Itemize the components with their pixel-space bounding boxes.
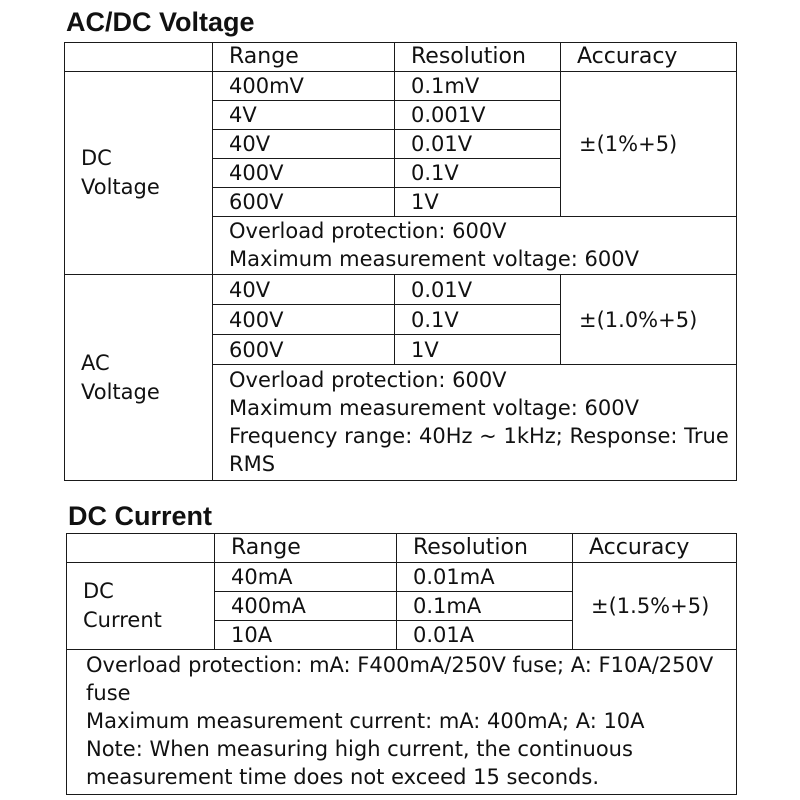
dc-current-accuracy: ±(1.5%+5): [573, 563, 737, 650]
resolution-cell: 1V: [395, 188, 561, 217]
dc-current-label: [67, 563, 215, 650]
current-spec-table: [66, 533, 737, 795]
note-line: Overload protection: 600V: [229, 368, 507, 392]
table-row: [65, 72, 737, 101]
table-row: [65, 275, 737, 305]
dc-voltage-label: [65, 72, 213, 275]
resolution-cell: 0.01mA: [397, 563, 573, 592]
header-blank-cell: [67, 534, 215, 563]
resolution-cell: 0.1V: [395, 305, 561, 335]
header-resolution: Resolution: [395, 43, 561, 72]
voltage-spec-table: [64, 42, 737, 481]
ac-voltage-label-line: AC: [81, 350, 110, 375]
resolution-cell: 1V: [395, 335, 561, 365]
note-row: [67, 650, 737, 795]
dc-current-label-line: DC: [83, 579, 114, 603]
header-accuracy: Accuracy: [573, 534, 737, 563]
note-line: Maximum measurement voltage: 600V: [229, 396, 639, 420]
note-line: Frequency range: 40Hz ~ 1kHz; Response: True RMS: [229, 424, 729, 476]
header-blank-cell: [65, 43, 213, 72]
voltage-section-title: AC/DC Voltage: [66, 7, 255, 37]
ac-voltage-label-line: Voltage: [81, 379, 160, 404]
table-header-row: [67, 534, 737, 563]
dc-voltage-notes: [213, 217, 737, 275]
note-line: Maximum measurement current: mA: 400mA; A: 10A: [86, 709, 645, 733]
resolution-cell: 0.1mA: [397, 592, 573, 621]
resolution-cell: 0.001V: [395, 101, 561, 130]
range-cell: 400V: [213, 159, 395, 188]
resolution-cell: 0.1V: [395, 159, 561, 188]
table-header-row: [65, 43, 737, 72]
header-resolution: Resolution: [397, 534, 573, 563]
header-accuracy: Accuracy: [561, 43, 737, 72]
range-cell: 4V: [213, 101, 395, 130]
range-cell: 40V: [213, 275, 395, 305]
note-line: Maximum measurement voltage: 600V: [229, 247, 639, 271]
range-cell: 10A: [215, 621, 397, 650]
ac-voltage-label: [65, 275, 213, 481]
range-cell: 400mA: [215, 592, 397, 621]
dc-current-label-line: Current: [83, 608, 162, 632]
resolution-cell: 0.01V: [395, 130, 561, 159]
dc-voltage-label-line: DC: [81, 146, 112, 170]
ac-voltage-accuracy: ±(1.0%+5): [561, 275, 737, 365]
note-line: Note: When measuring high current, the continuous measurement time does not exceed 15 seconds.: [86, 737, 633, 789]
resolution-cell: 0.01A: [397, 621, 573, 650]
range-cell: 40V: [213, 130, 395, 159]
ac-voltage-notes: [213, 365, 737, 481]
range-cell: 400V: [213, 305, 395, 335]
range-cell: 40mA: [215, 563, 397, 592]
resolution-cell: 0.01V: [395, 275, 561, 305]
resolution-cell: 0.1mV: [395, 72, 561, 101]
dc-current-notes: [67, 650, 737, 795]
note-line: Overload protection: 600V: [229, 219, 507, 243]
dc-voltage-label-line: Voltage: [81, 175, 160, 199]
range-cell: 600V: [213, 335, 395, 365]
table-row: [67, 563, 737, 592]
range-cell: 600V: [213, 188, 395, 217]
current-section-title: DC Current: [68, 501, 213, 531]
header-range: Range: [213, 43, 395, 72]
range-cell: 400mV: [213, 72, 395, 101]
note-line: Overload protection: mA: F400mA/250V fuse; A: F10A/250V fuse: [86, 653, 714, 705]
header-range: Range: [215, 534, 397, 563]
dc-voltage-accuracy: ±(1%+5): [561, 72, 737, 217]
